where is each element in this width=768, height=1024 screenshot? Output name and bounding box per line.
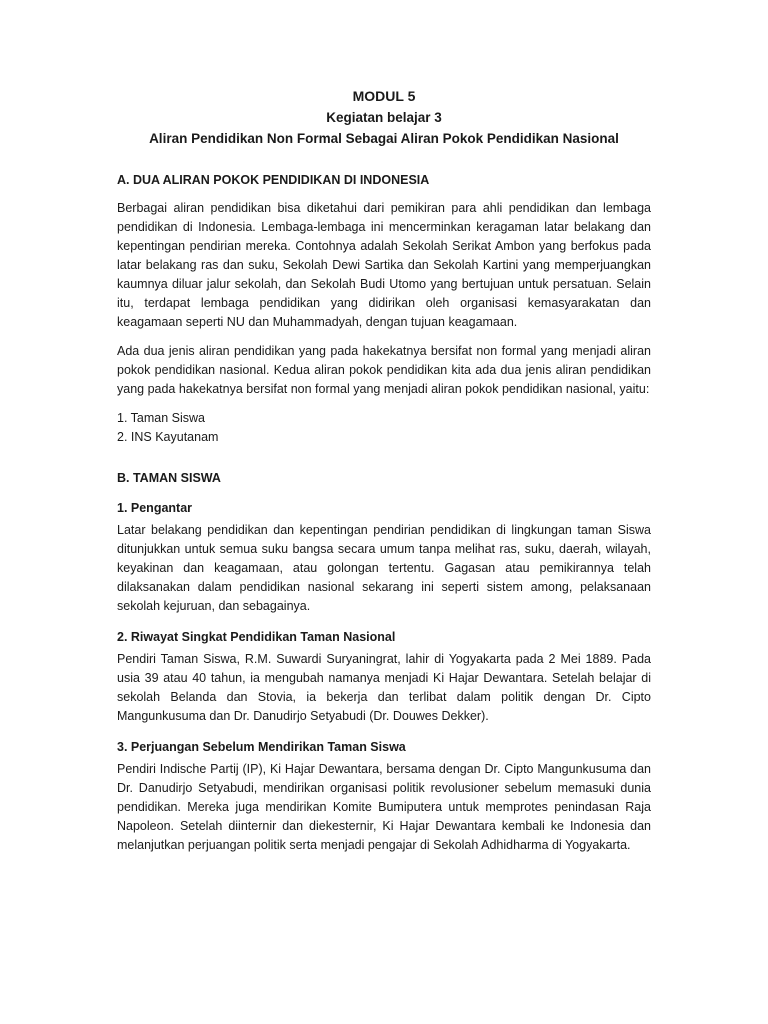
list-item: 1. Taman Siswa <box>117 411 206 425</box>
subsection-2-text: Pendiri Taman Siswa, R.M. Suwardi Suryaningrat, lahir di Yogyakarta pada 2 Mei 1889. Pada usia 39 atau 40 tahun, ia mengubah namanya menjadi Ki Hajar Dewantara. Setelah belajar di sekolah Belanda dan Stovia, ia bekerja dan terlibat dalam politik dengan Dr. Cipto Mangunkusuma dan Dr. Danudirjo Setyabudi (Dr. Douwes Dekker). <box>117 652 651 723</box>
section-b-heading: B. TAMAN SISWA <box>117 471 221 485</box>
list-item: 2. INS Kayutanam <box>117 430 219 444</box>
subsection-3-heading: 3. Perjuangan Sebelum Mendirikan Taman Siswa <box>117 740 406 754</box>
subsection-1-heading: 1. Pengantar <box>117 501 193 515</box>
subsection-1-text: Latar belakang pendidikan dan kepentingan pendirian pendidikan di lingkungan taman Siswa ditunjukkan untuk semua suku bangsa secara umum tanpa melihat ras, suku, daerah, wilayah, keyakinan dan keagamaan, atau golongan tertentu. Gagasan atau pemikirannya telah dilaksanakan dalam pendidikan nasional sekarang ini seperti sistem among, pelaksanaan sekolah kejuruan, dan sebagainya. <box>117 523 651 613</box>
section-a-paragraph-1: Berbagai aliran pendidikan bisa diketahui dari pemikiran para ahli pendidikan dan lembaga pendidikan di Indonesia. Lembaga-lembaga ini mencerminkan keragaman latar belakang dan kepentingan pendirian mereka. Contohnya adalah Sekolah Serikat Ambon yang berfokus pada latar belakang ras dan suku, Sekolah Dewi Sartika dan Sekolah Kartini yang memperjuangkan kaumnya diluar jalur sekolah, dan Sekolah Budi Utomo yang bertujuan untuk persatuan. Selain itu, terdapat lembaga pendidikan yang didirikan oleh organisasi kemasyarakatan dan keagamaan seperti NU dan Muhammadyah, dengan tujuan keagamaan. <box>117 201 651 329</box>
title-block <box>117 86 651 149</box>
document-title: Aliran Pendidikan Non Formal Sebagai Aliran Pokok Pendidikan Nasional <box>149 131 619 146</box>
module-title: MODUL 5 <box>352 88 416 104</box>
school-list <box>117 409 651 447</box>
subsection-3-text: Pendiri Indische Partij (IP), Ki Hajar Dewantara, bersama dengan Dr. Cipto Mangunkusuma dan Dr. Danudirjo Setyabudi, mendirikan organisasi politik revolusioner sebelum memasuki dunia pendidikan. Mereka juga mendirikan Komite Bumiputera untuk memprotes penindasan Raja Napoleon. Setelah diinternir dan diekesternir, Ki Hajar Dewantara kembali ke Indonesia dan melanjutkan perjuangan politik serta menjadi pengajar di Sekolah Adhidharma di Yogyakarta. <box>117 762 651 852</box>
activity-title: Kegiatan belajar 3 <box>326 110 442 125</box>
section-a-heading: A. DUA ALIRAN POKOK PENDIDIKAN DI INDONESIA <box>117 173 430 187</box>
section-a-paragraph-2: Ada dua jenis aliran pendidikan yang pada hakekatnya bersifat non formal yang menjadi aliran pokok pendidikan nasional. Kedua aliran pokok pendidikan kita ada dua jenis aliran pendidikan yang pada hakekatnya bersifat non formal yang menjadi aliran pokok pendidikan nasional, yaitu: <box>117 344 651 396</box>
document-page <box>117 86 651 865</box>
subsection-2-heading: 2. Riwayat Singkat Pendidikan Taman Nasional <box>117 630 396 644</box>
